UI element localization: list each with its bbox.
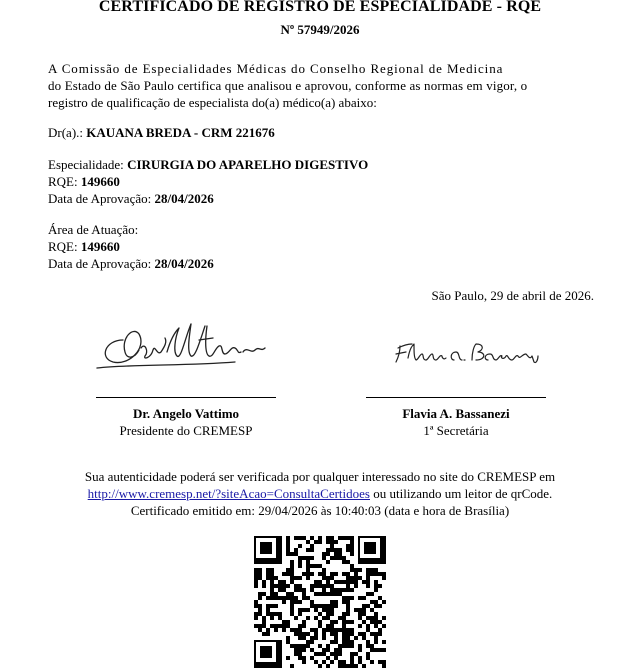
specialty-value: CIRURGIA DO APARELHO DIGESTIVO (127, 157, 369, 172)
footer-line-2-rest: ou utilizando um leitor de qrCode. (369, 486, 553, 501)
area-rqe-label: RQE: (48, 239, 81, 254)
area-date-value: 28/04/2026 (154, 256, 214, 271)
doctor-value: KAUANA BREDA - CRM 221676 (86, 125, 275, 140)
specialty-label: Especialidade: (48, 157, 128, 172)
signature-2-line (366, 397, 546, 398)
footer-line-2 (0, 485, 640, 502)
doctor-line (48, 124, 275, 141)
signature-2-handwriting (392, 338, 542, 368)
certificate-number: Nº 57949/2026 (280, 22, 360, 37)
verification-link[interactable]: http://www.cremesp.net/?siteAcao=ConsultaCertidoes (87, 486, 370, 501)
signature-1-handwriting (95, 318, 275, 374)
qr-code-icon[interactable] (252, 534, 388, 670)
specialty-date-value: 28/04/2026 (154, 191, 214, 206)
specialty-rqe-value: 149660 (80, 174, 120, 189)
signature-1-block (60, 405, 312, 439)
area-date-label: Data de Aprovação: (48, 256, 155, 271)
intro-line-3: registro de qualificação de especialista do(a) médico(a) abaixo: (48, 95, 377, 110)
signature-1-name: Dr. Angelo Vattimo (132, 406, 240, 421)
doctor-label: Dr(a).: (48, 125, 87, 140)
verification-footer (0, 468, 640, 519)
place-date: São Paulo, 29 de abril de 2026. (431, 288, 594, 303)
footer-line-3: Certificado emitido em: 29/04/2026 às 10:40:03 (data e hora de Brasília) (130, 503, 510, 518)
footer-line-1: Sua autenticidade poderá ser verificada por qualquer interessado no site do CREMESP em (84, 469, 556, 484)
signature-2-block (330, 405, 582, 439)
specialty-date-label: Data de Aprovação: (48, 191, 155, 206)
intro-line-2: do Estado de São Paulo certifica que analisou e aprovou, conforme as normas em vigor, o (48, 78, 528, 93)
specialty-rqe-label: RQE: (48, 174, 81, 189)
area-block (48, 221, 214, 272)
specialty-block (48, 156, 368, 207)
area-label: Área de Atuação: (48, 222, 139, 237)
area-rqe-value: 149660 (80, 239, 120, 254)
certificate-title: CERTIFICADO DE REGISTRO DE ESPECIALIDADE - RQE (98, 0, 542, 15)
signature-2-name: Flavia A. Bassanezi (402, 406, 510, 421)
intro-line-1: A Comissão de Especialidades Médicas do Conselho Regional de Medicina (48, 61, 504, 76)
signature-1-line (96, 397, 276, 398)
intro-paragraph (48, 60, 596, 111)
signature-2-role: 1ª Secretária (423, 423, 489, 438)
signature-1-role: Presidente do CREMESP (119, 423, 253, 438)
